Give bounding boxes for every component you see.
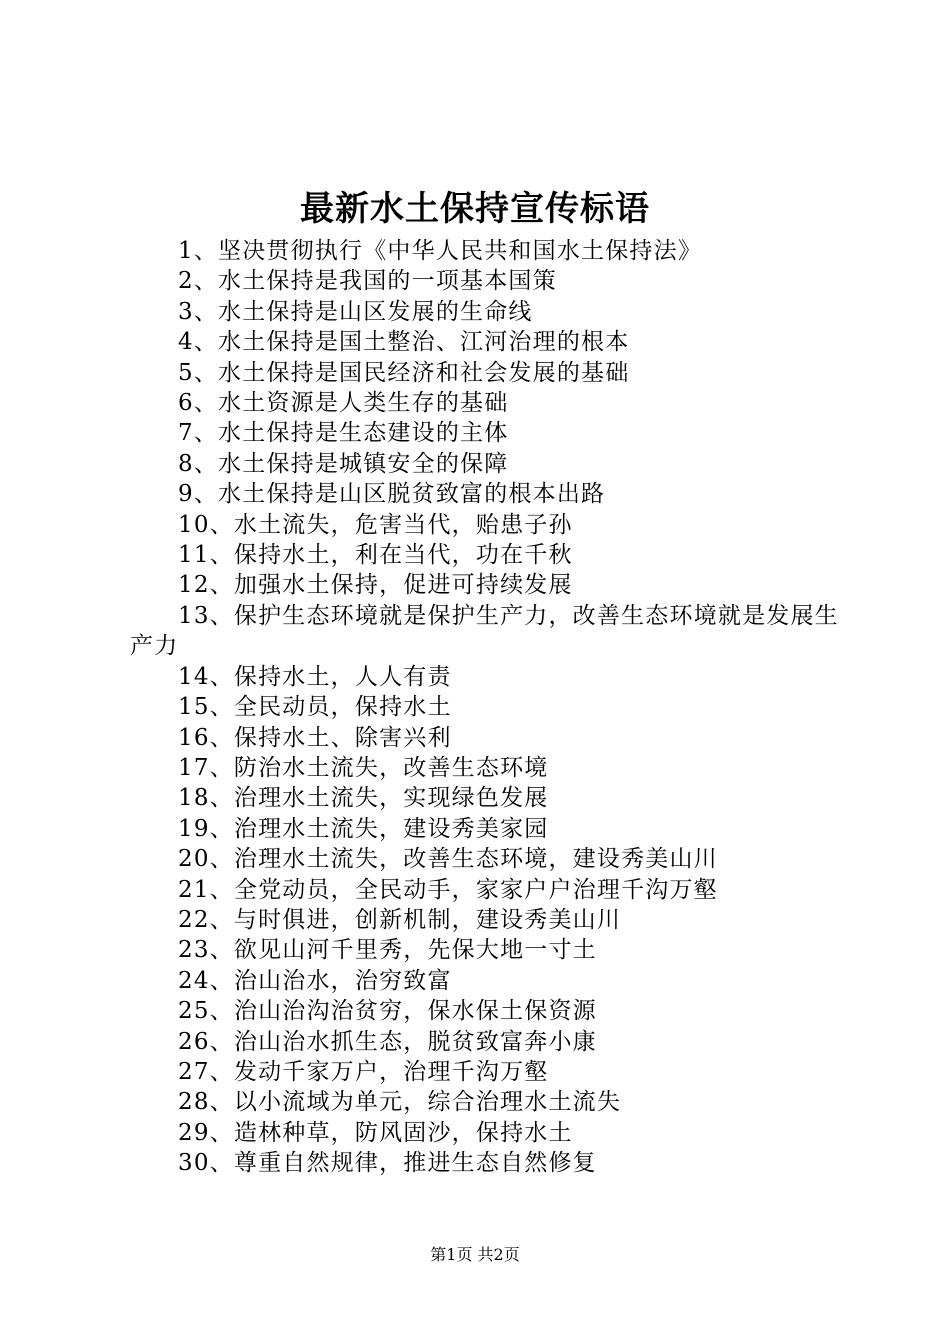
slogan-item: 14、保持水土，人人有责 — [178, 663, 452, 690]
slogan-item: 28、以小流域为单元，综合治理水土流失 — [178, 1089, 622, 1116]
slogan-item: 4、水土保持是国土整治、江河治理的根本 — [178, 329, 630, 356]
slogan-item: 30、尊重自然规律，推进生态自然修复 — [178, 1150, 597, 1177]
slogan-item: 6、水土资源是人类生存的基础 — [178, 390, 509, 417]
slogan-item: 10、水土流失，危害当代，贻患子孙 — [178, 511, 573, 538]
slogan-item: 13、保护生态环境就是保护生产力，改善生态环境就是发展生产力 — [130, 602, 839, 660]
slogan-item: 17、防治水土流失，改善生态环境 — [178, 754, 549, 781]
slogan-item: 2、水土保持是我国的一项基本国策 — [178, 268, 557, 295]
page-footer: 第1页 共2页 — [430, 1245, 520, 1264]
slogan-item: 7、水土保持是生态建设的主体 — [178, 420, 509, 447]
slogan-item: 5、水土保持是国民经济和社会发展的基础 — [178, 359, 630, 386]
slogan-item: 11、保持水土，利在当代，功在千秋 — [178, 542, 573, 569]
slogan-item: 20、治理水土流失，改善生态环境，建设秀美山川 — [178, 846, 718, 873]
slogan-item: 22、与时俱进，创新机制，建设秀美山川 — [178, 906, 622, 933]
slogan-item: 12、加强水土保持，促进可持续发展 — [178, 572, 573, 599]
document-title: 最新水土保持宣传标语 — [300, 189, 650, 229]
slogan-item: 19、治理水土流失，建设秀美家园 — [178, 815, 549, 842]
slogan-item: 29、造林种草，防风固沙，保持水土 — [178, 1119, 573, 1146]
slogan-item: 21、全党动员，全民动手，家家户户治理千沟万壑 — [178, 876, 718, 903]
slogan-list — [130, 236, 840, 1179]
slogan-item: 23、欲见山河千里秀，先保大地一寸土 — [178, 937, 597, 964]
slogan-item: 1、坚决贯彻执行《中华人民共和国水土保持法》 — [178, 238, 703, 264]
slogan-item: 24、治山治水，治穷致富 — [178, 967, 452, 994]
slogan-item: 15、全民动员，保持水土 — [178, 694, 452, 721]
slogan-item: 26、治山治水抓生态，脱贫致富奔小康 — [178, 1028, 597, 1055]
slogan-item: 16、保持水土、除害兴利 — [178, 724, 452, 751]
slogan-item: 27、发动千家万户，治理千沟万壑 — [178, 1058, 549, 1085]
slogan-item: 25、治山治沟治贫穷，保水保土保资源 — [178, 998, 597, 1025]
slogan-item: 9、水土保持是山区脱贫致富的根本出路 — [178, 481, 606, 508]
slogan-item: 3、水土保持是山区发展的生命线 — [178, 298, 533, 325]
slogan-item: 18、治理水土流失，实现绿色发展 — [178, 785, 549, 812]
slogan-item: 8、水土保持是城镇安全的保障 — [178, 450, 509, 477]
